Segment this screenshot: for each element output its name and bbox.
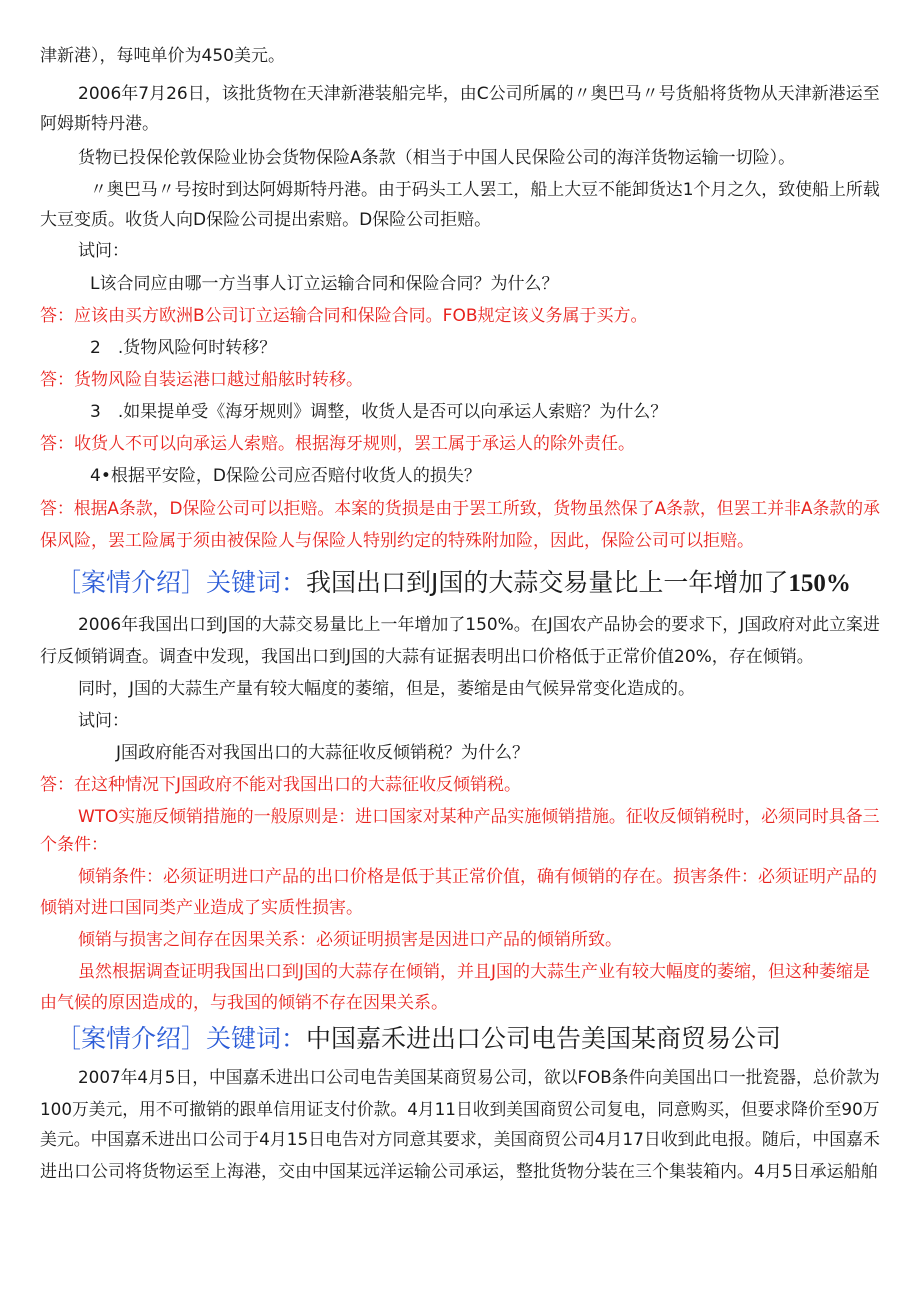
keyword-label: 关键词： bbox=[206, 1024, 307, 1053]
question-3: 3 .如果提单受《海牙规则》调整，收货人是否可以向承运人索赔？为什么？ bbox=[90, 402, 668, 422]
case-title: 我国出口到J国的大蒜交易量比上一年增加了 bbox=[306, 568, 789, 597]
paragraph-line: 行反倾销调查。调查中发现，我国出口到J国的大蒜有证据表明出口价格低于正常价值20%，存在倾销。 bbox=[40, 647, 814, 667]
paragraph-line: 阿姆斯特丹港。 bbox=[40, 114, 159, 134]
keyword-label: 关键词： bbox=[206, 568, 307, 597]
paragraph-line: 〃奥巴马〃号按时到达阿姆斯特丹港。由于码头工人罢工，船上大豆不能卸货达1个月之久，致使船上所载 bbox=[90, 180, 880, 200]
answer-4-cont: 保风险，罢工险属于须由被保险人与保险人特别约定的特殊附加险，因此，保险公司可以拒赔。 bbox=[40, 531, 754, 551]
question-label: 试问： bbox=[78, 711, 129, 731]
answer-3: 答：收货人不可以向承运人索赔。根据海牙规则，罢工属于承运人的除外责任。 bbox=[40, 434, 635, 454]
answer-2: 答：货物风险自装运港口越过船舷时转移。 bbox=[40, 370, 363, 390]
paragraph-line: 2006年7月26日，该批货物在天津新港装船完毕，由C公司所属的〃奥巴马〃号货船将货物从天津新港运至 bbox=[78, 84, 880, 104]
case-heading bbox=[56, 566, 851, 601]
answer-1: 答：在这种情况下J国政府不能对我国出口的大蒜征收反倾销税。 bbox=[40, 775, 522, 795]
paragraph-line: 同时，J国的大蒜生产量有较大幅度的萎缩，但是，萎缩是由气候异常变化造成的。 bbox=[78, 679, 696, 699]
answer-line: 虽然根据调查证明我国出口到J国的大蒜存在倾销，并且J国的大蒜生产业有较大幅度的萎缩，但这种萎缩是 bbox=[78, 962, 871, 982]
case-title-number: 150% bbox=[788, 570, 851, 597]
answer-line: 倾销对进口国同类产业造成了实质性损害。 bbox=[40, 898, 363, 918]
answer-line: 个条件： bbox=[40, 835, 108, 855]
question-4: 4•根据平安险，D保险公司应否赔付收货人的损失？ bbox=[90, 466, 481, 486]
answer-4: 答：根据A条款，D保险公司可以拒赔。本案的货损是由于罢工所致，货物虽然保了A条款，但罢工并非A条款的承 bbox=[40, 499, 880, 519]
paragraph-line: 进出口公司将货物运至上海港，交由中国某远洋运输公司承运，整批货物分装在三个集装箱内。4月5日承运船舶 bbox=[40, 1162, 878, 1182]
case-heading bbox=[56, 1022, 781, 1056]
case-title: 中国嘉禾进出口公司电告美国某商贸易公司 bbox=[306, 1024, 782, 1053]
paragraph-line: 津新港），每吨单价为450美元。 bbox=[40, 46, 285, 66]
answer-line: WTO实施反倾销措施的一般原则是：进口国家对某种产品实施倾销措施。征收反倾销税时，必须同时具备三 bbox=[78, 807, 880, 827]
question-1: L该合同应由哪一方当事人订立运输合同和保险合同？为什么？ bbox=[90, 274, 559, 294]
case-tag: ［案情介绍］ bbox=[56, 568, 207, 597]
paragraph-line: 100万美元，用不可撤销的跟单信用证支付价款。4月11日收到美国商贸公司复电，同意购买，但要求降价至90万 bbox=[40, 1100, 880, 1120]
paragraph-line: 大豆变质。收货人向D保险公司提出索赔。D保险公司拒赔。 bbox=[40, 210, 492, 230]
paragraph-line: 货物已投保伦敦保险业协会货物保险A条款（相当于中国人民保险公司的海洋货物运输一切险）。 bbox=[78, 148, 796, 168]
answer-line: 由气候的原因造成的，与我国的倾销不存在因果关系。 bbox=[40, 993, 448, 1013]
answer-line: 倾销与损害之间存在因果关系：必须证明损害是因进口产品的倾销所致。 bbox=[78, 930, 622, 950]
paragraph-line: 美元。中国嘉禾进出口公司于4月15日电告对方同意其要求，美国商贸公司4月17日收到此电报。随后，中国嘉禾 bbox=[40, 1130, 880, 1150]
paragraph-line: 2006年我国出口到J国的大蒜交易量比上一年增加了150%。在J国农产品协会的要求下，J国政府对此立案进 bbox=[78, 615, 880, 635]
paragraph-line: 2007年4月5日，中国嘉禾进出口公司电告美国某商贸易公司，欲以FOB条件向美国出口一批瓷器，总价款为 bbox=[78, 1068, 880, 1088]
question-label: 试问： bbox=[78, 241, 129, 261]
answer-line: 倾销条件：必须证明进口产品的出口价格是低于其正常价值，确有倾销的存在。损害条件：必须证明产品的 bbox=[78, 867, 877, 887]
case-tag: ［案情介绍］ bbox=[56, 1024, 207, 1053]
question-2: 2 .货物风险何时转移？ bbox=[90, 338, 277, 358]
question-1: J国政府能否对我国出口的大蒜征收反倾销税？为什么？ bbox=[116, 743, 530, 763]
answer-1: 答：应该由买方欧洲B公司订立运输合同和保险合同。FOB规定该义务属于买方。 bbox=[40, 306, 648, 326]
